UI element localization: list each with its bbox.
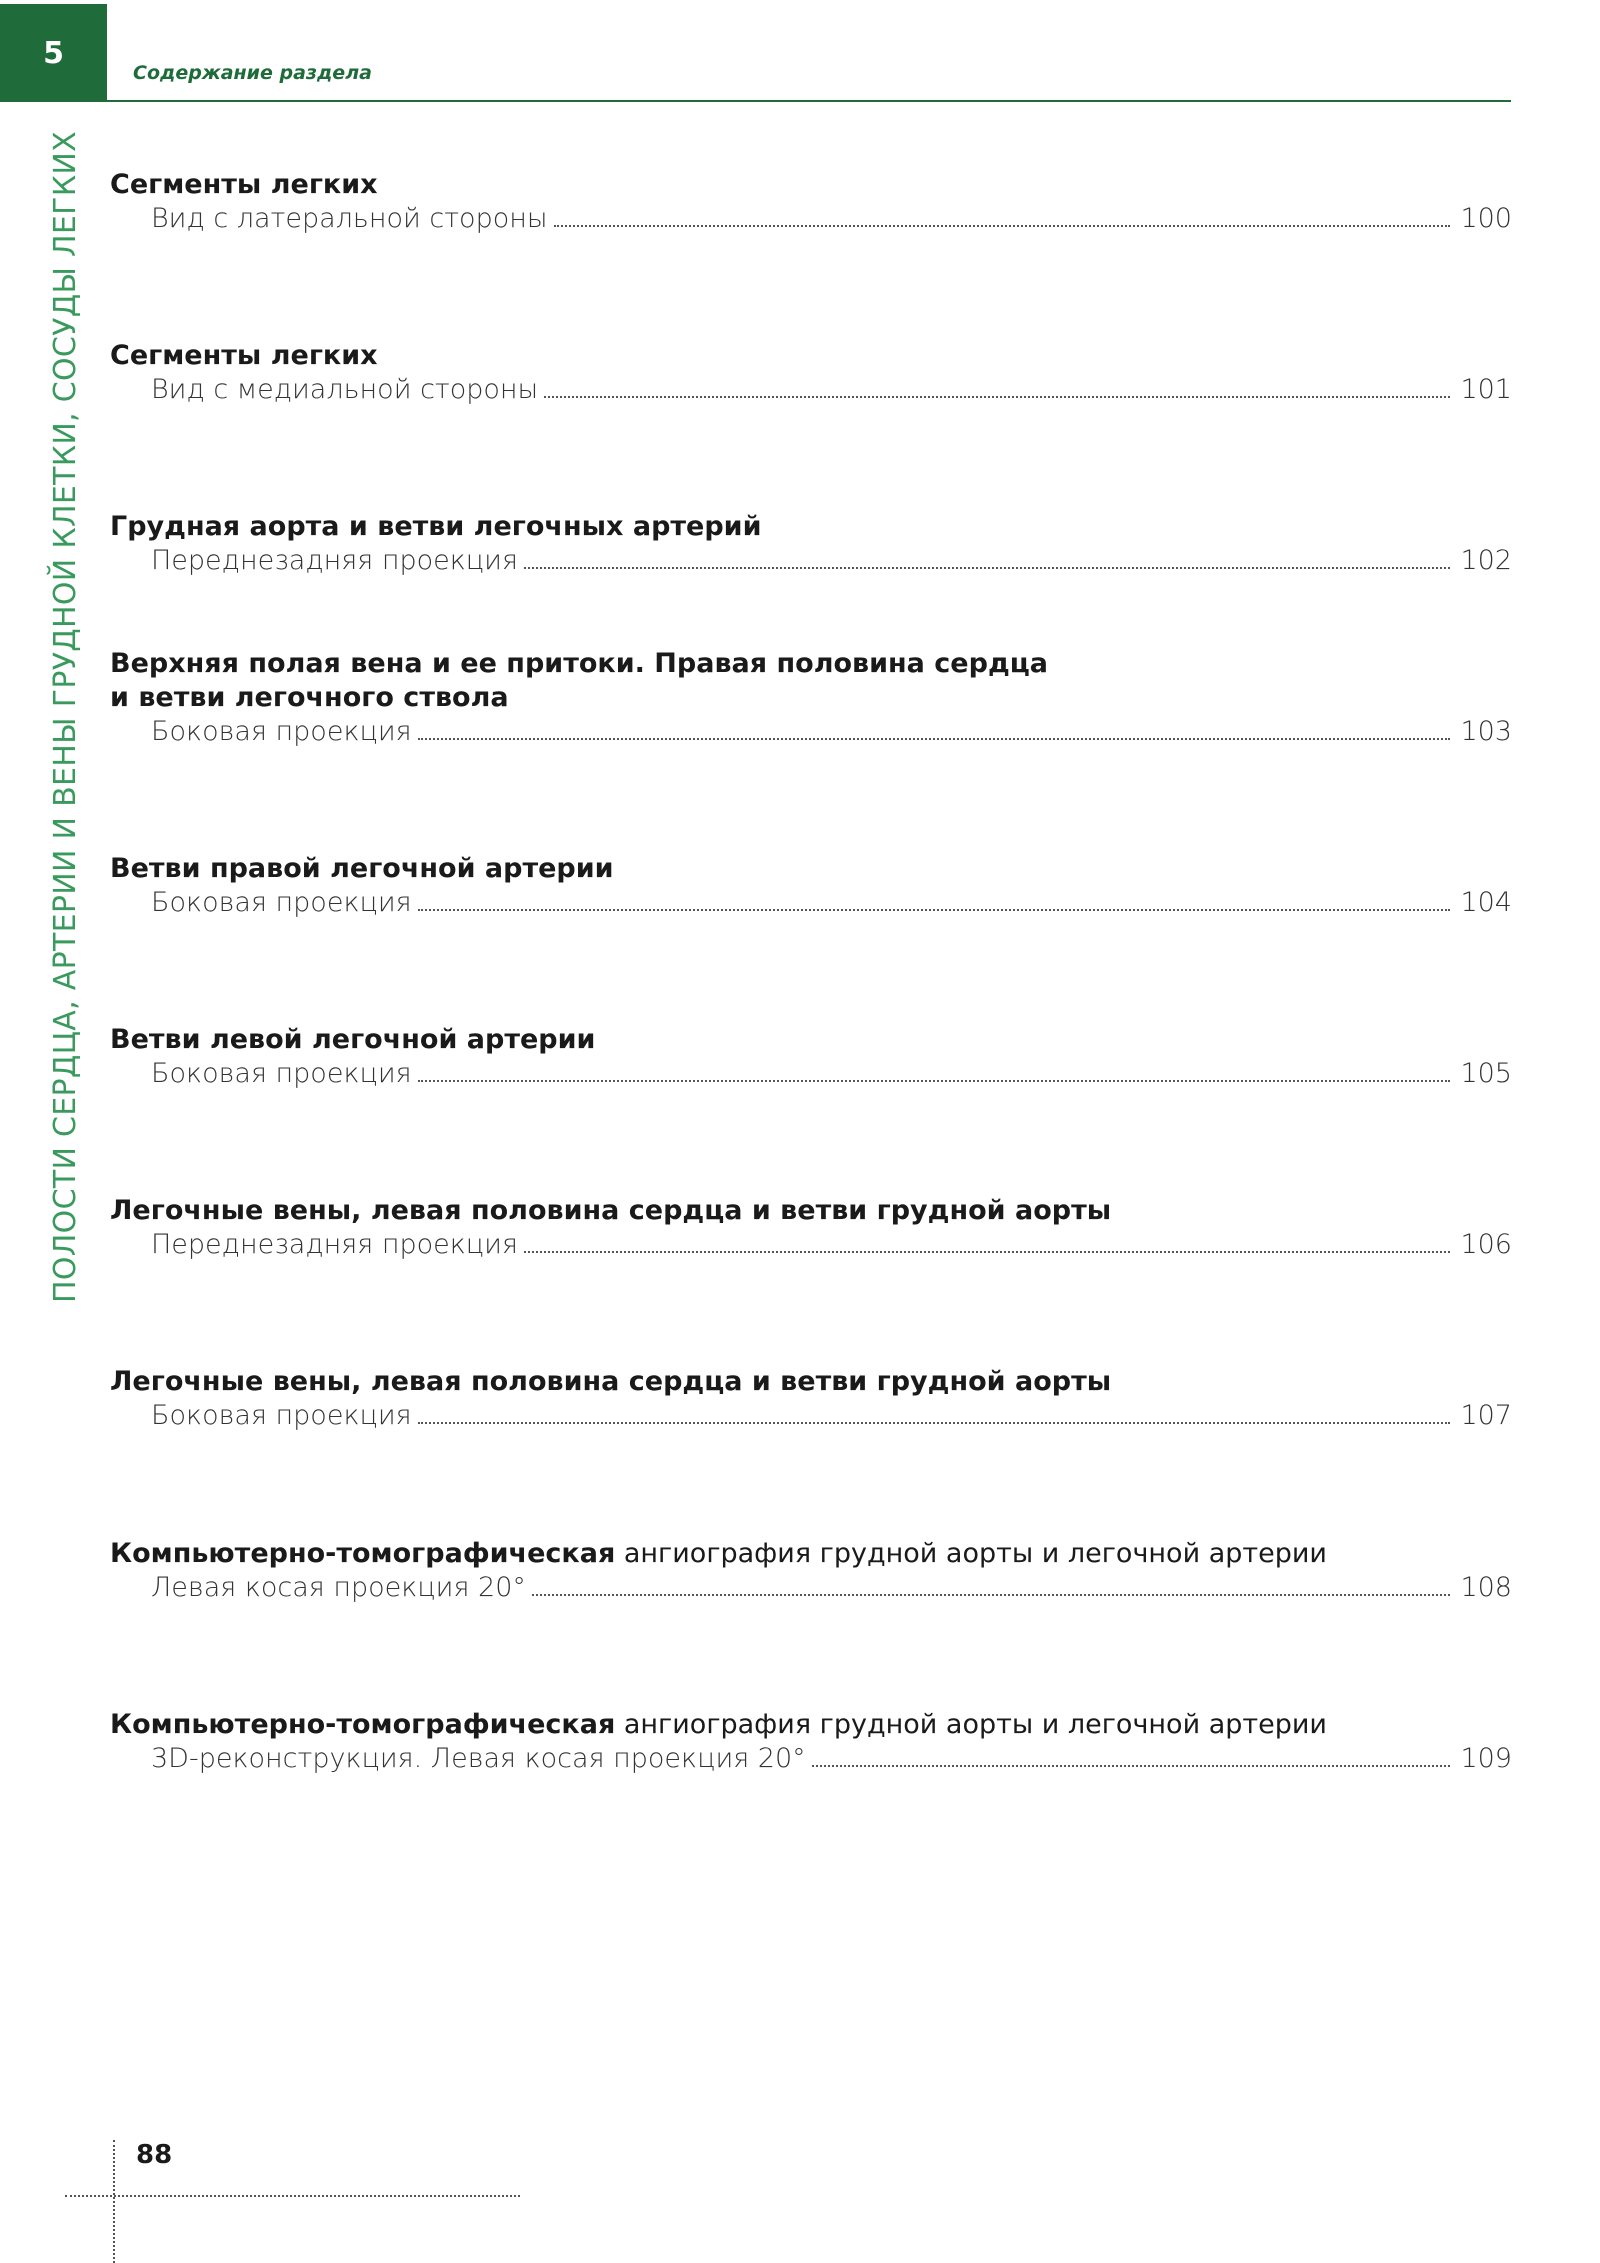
entry-subtitle-line [110,1399,1512,1433]
entry-heading-text: Сегменты легких [110,340,378,371]
entry-heading [110,852,1512,886]
entry-subtitle-line [110,373,1512,407]
entry-subtitle: Переднезадняя проекция [151,1229,518,1260]
entry-subtitle: Боковая проекция [151,1400,412,1431]
header-rule [107,100,1511,102]
entry-heading [110,1365,1512,1399]
entry-page-number: 100 [1460,203,1512,234]
dot-leader [418,909,1450,911]
entry-heading-line2 [110,681,1512,715]
entry-heading-text: Легочные вены, левая половина сердца и ветви грудной аорты [110,1366,1112,1397]
dot-leader [554,225,1450,227]
dot-leader [812,1765,1450,1767]
side-title: ПОЛОСТИ СЕРДЦА, АРТЕРИИ И ВЕНЫ ГРУДНОЙ КЛЕТКИ, СОСУДЫ ЛЕГКИХ [47,131,83,1303]
toc-entry[interactable] [110,1708,1512,1776]
toc-entry[interactable] [110,510,1512,578]
entry-page-number: 107 [1460,1400,1512,1431]
entry-heading-text-light: ангиография грудной аорты и легочной артерии [615,1538,1327,1569]
entry-subtitle-line [110,715,1512,749]
entry-page-number: 104 [1460,887,1512,918]
entry-subtitle-line [110,1742,1512,1776]
entry-heading-text: Верхняя полая вена и ее притоки. Правая половина сердца [110,648,1048,679]
toc-entry[interactable] [110,339,1512,407]
toc-entry[interactable] [110,1365,1512,1433]
entry-heading [110,510,1512,544]
entry-heading [110,1194,1512,1228]
footer-horizontal-rule [65,2195,520,2197]
entry-heading [110,1023,1512,1057]
toc-entry[interactable] [110,1537,1512,1605]
chapter-number-badge [0,4,107,102]
entry-subtitle-line [110,202,1512,236]
chapter-number: 5 [43,35,64,71]
entry-heading [110,339,1512,373]
entry-subtitle-line [110,886,1512,920]
dot-leader [418,1080,1450,1082]
entry-subtitle: Боковая проекция [151,1058,412,1089]
entry-page-number: 108 [1460,1572,1512,1603]
entry-heading-text: Легочные вены, левая половина сердца и ветви грудной аорты [110,1195,1112,1226]
entry-heading-text: Ветви правой легочной артерии [110,853,614,884]
entry-subtitle: Вид с латеральной стороны [151,203,548,234]
dot-leader [418,738,1450,740]
entry-heading [110,168,1512,202]
entry-heading-text: Компьютерно-томографическая [110,1709,616,1740]
entry-heading [110,1537,1512,1571]
entry-subtitle: 3D-реконструкция. Левая косая проекция 20° [151,1743,806,1774]
entry-heading-text: Ветви левой легочной артерии [110,1024,596,1055]
toc-entry[interactable] [110,168,1512,236]
dot-leader [524,1251,1450,1253]
entry-page-number: 106 [1460,1229,1512,1260]
toc-entry[interactable] [110,647,1512,749]
entry-heading-text: Компьютерно-томографическая [110,1538,616,1569]
dot-leader [544,396,1450,398]
entry-page-number: 101 [1460,374,1512,405]
toc-entry[interactable] [110,1194,1512,1262]
entry-subtitle: Переднезадняя проекция [151,545,518,576]
entry-page-number: 103 [1460,716,1512,747]
entry-subtitle: Боковая проекция [151,716,412,747]
footer-vertical-rule [113,2140,115,2263]
entry-page-number: 109 [1460,1743,1512,1774]
entry-subtitle-line [110,1571,1512,1605]
footer-page-number: 88 [136,2140,173,2170]
dot-leader [532,1594,1450,1596]
entry-page-number: 105 [1460,1058,1512,1089]
entry-subtitle-line [110,1057,1512,1091]
entry-subtitle: Левая косая проекция 20° [151,1572,526,1603]
entry-heading-text: и ветви легочного ствола [110,682,509,713]
dot-leader [524,567,1450,569]
side-title-container [45,122,85,1312]
entry-heading-text-light: ангиография грудной аорты и легочной артерии [615,1709,1327,1740]
entry-subtitle: Боковая проекция [151,887,412,918]
entry-subtitle-line [110,544,1512,578]
entry-heading-text: Сегменты легких [110,169,378,200]
entry-subtitle-line [110,1228,1512,1262]
entry-heading [110,647,1512,681]
section-title: Содержание раздела [133,62,372,84]
entry-heading-text: Грудная аорта и ветви легочных артерий [110,511,762,542]
entry-subtitle: Вид с медиальной стороны [151,374,539,405]
toc-entry[interactable] [110,1023,1512,1091]
dot-leader [418,1422,1450,1424]
toc-entry[interactable] [110,852,1512,920]
entry-page-number: 102 [1460,545,1512,576]
entry-heading [110,1708,1512,1742]
